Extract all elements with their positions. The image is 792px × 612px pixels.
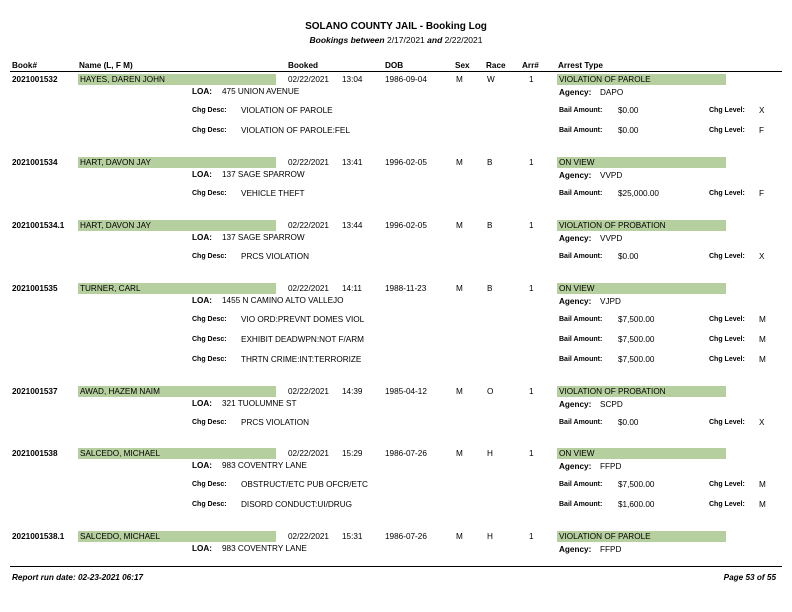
booked-date: 02/22/2021 [288, 532, 329, 541]
booked-time: 13:04 [342, 75, 363, 84]
sex: M [456, 284, 463, 293]
chg-desc-value: PRCS VIOLATION [241, 252, 310, 261]
dob: 1996-02-05 [385, 158, 427, 167]
book-number: 2021001538 [12, 449, 58, 458]
inmate-name: HART, DAVON JAY [80, 158, 151, 167]
chg-level-label: Chg Level: [709, 253, 745, 260]
bail-amount-value: $1,600.00 [618, 500, 655, 509]
agency-label: Agency: [559, 171, 592, 180]
col-arrest-type: Arrest Type [558, 61, 603, 70]
chg-level-value: X [759, 252, 765, 261]
sex: M [456, 449, 463, 458]
loa-label: LOA: [192, 544, 213, 553]
race: B [487, 158, 493, 167]
booked-time: 14:11 [342, 284, 362, 293]
chg-desc-label: Chg Desc: [192, 316, 227, 323]
agency-label: Agency: [559, 545, 592, 554]
dob: 1986-07-26 [385, 449, 427, 458]
chg-level-label: Chg Level: [709, 107, 745, 114]
bail-amount-value: $0.00 [618, 126, 639, 135]
chg-level-value: X [759, 418, 765, 427]
book-number: 2021001534 [12, 158, 58, 167]
inmate-name: HAYES, DAREN JOHN [80, 75, 165, 84]
chg-level-label: Chg Level: [709, 316, 745, 323]
chg-level-label: Chg Level: [709, 356, 745, 363]
arrest-count: 1 [529, 284, 534, 293]
dob: 1985-04-12 [385, 387, 427, 396]
inmate-name: HART, DAVON JAY [80, 221, 151, 230]
arrest-type: ON VIEW [559, 158, 595, 167]
book-number: 2021001532 [12, 75, 58, 84]
chg-desc-value: VIOLATION OF PAROLE:FEL [241, 126, 350, 135]
chg-level-value: M [759, 335, 766, 344]
chg-level-value: F [759, 189, 765, 198]
col-arr: Arr# [522, 61, 539, 70]
loa-label: LOA: [192, 296, 213, 305]
loa-value: 983 COVENTRY LANE [222, 461, 307, 470]
chg-desc-label: Chg Desc: [192, 107, 227, 114]
chg-desc-label: Chg Desc: [192, 419, 227, 426]
arrest-count: 1 [529, 449, 534, 458]
arrest-count: 1 [529, 158, 534, 167]
arrest-type: VIOLATION OF PAROLE [559, 532, 651, 541]
inmate-name: SALCEDO, MICHAEL [80, 532, 161, 541]
agency-value: DAPO [600, 88, 624, 97]
dob: 1986-07-26 [385, 532, 427, 541]
agency-value: FFPD [600, 462, 622, 471]
loa-label: LOA: [192, 399, 213, 408]
loa-label: LOA: [192, 233, 213, 242]
arrest-type: VIOLATION OF PAROLE [559, 75, 651, 84]
booked-date: 02/22/2021 [288, 449, 329, 458]
sex: M [456, 532, 463, 541]
race: W [487, 75, 495, 84]
loa-value: 321 TUOLUMNE ST [222, 399, 297, 408]
report-run-date: Report run date: 02-23-2021 06:17 [12, 573, 144, 582]
bail-amount-value: $7,500.00 [618, 335, 655, 344]
arrest-count: 1 [529, 75, 534, 84]
col-book: Book# [12, 61, 38, 70]
chg-desc-value: EXHIBIT DEADWPN:NOT F/ARM [241, 335, 364, 344]
chg-desc-label: Chg Desc: [192, 127, 227, 134]
page-number: Page 53 of 55 [723, 573, 776, 582]
bail-amount-value: $0.00 [618, 418, 639, 427]
loa-value: 983 COVENTRY LANE [222, 544, 307, 553]
col-name: Name (L, F M) [79, 61, 133, 70]
report-subtitle [0, 35, 792, 45]
race: H [487, 449, 493, 458]
arrest-count: 1 [529, 221, 534, 230]
loa-value: 1455 N CAMINO ALTO VALLEJO [222, 296, 344, 305]
report-title: SOLANO COUNTY JAIL - Booking Log [305, 21, 487, 32]
bail-amount-label: Bail Amount: [559, 481, 603, 488]
agency-value: SCPD [600, 400, 623, 409]
bail-amount-label: Bail Amount: [559, 316, 603, 323]
loa-value: 475 UNION AVENUE [222, 87, 300, 96]
bail-amount-label: Bail Amount: [559, 419, 603, 426]
chg-desc-value: VIOLATION OF PAROLE [241, 106, 333, 115]
agency-value: VJPD [600, 297, 621, 306]
agency-label: Agency: [559, 400, 592, 409]
chg-desc-label: Chg Desc: [192, 356, 227, 363]
dob: 1996-02-05 [385, 221, 427, 230]
dob: 1986-09-04 [385, 75, 427, 84]
chg-level-value: X [759, 106, 765, 115]
end-date: 2/22/2021 [444, 35, 483, 45]
chg-desc-label: Chg Desc: [192, 481, 227, 488]
inmate-name: TURNER, CARL [80, 284, 141, 293]
chg-level-value: M [759, 355, 766, 364]
inmate-name: SALCEDO, MICHAEL [80, 449, 161, 458]
bail-amount-value: $0.00 [618, 106, 639, 115]
chg-desc-value: PRCS VIOLATION [241, 418, 310, 427]
booked-time: 14:39 [342, 387, 363, 396]
agency-label: Agency: [559, 88, 592, 97]
bail-amount-label: Bail Amount: [559, 253, 603, 260]
chg-desc-label: Chg Desc: [192, 336, 227, 343]
sex: M [456, 158, 463, 167]
chg-desc-value: VEHICLE THEFT [241, 189, 305, 198]
book-number: 2021001534.1 [12, 221, 65, 230]
chg-level-value: M [759, 500, 766, 509]
arrest-type: VIOLATION OF PROBATION [559, 387, 666, 396]
bail-amount-value: $25,000.00 [618, 189, 659, 198]
inmate-name: AWAD, HAZEM NAIM [80, 387, 160, 396]
booked-time: 13:44 [342, 221, 363, 230]
race: B [487, 221, 493, 230]
arrest-count: 1 [529, 532, 534, 541]
arrest-type: ON VIEW [559, 449, 595, 458]
loa-value: 137 SAGE SPARROW [222, 233, 305, 242]
book-number: 2021001537 [12, 387, 58, 396]
sex: M [456, 75, 463, 84]
booked-time: 15:29 [342, 449, 363, 458]
bail-amount-value: $7,500.00 [618, 315, 655, 324]
bail-amount-label: Bail Amount: [559, 356, 603, 363]
chg-level-label: Chg Level: [709, 127, 745, 134]
chg-level-label: Chg Level: [709, 501, 745, 508]
col-booked: Booked [288, 61, 319, 70]
arrest-type: VIOLATION OF PROBATION [559, 221, 666, 230]
chg-level-label: Chg Level: [709, 190, 745, 197]
bail-amount-value: $7,500.00 [618, 480, 655, 489]
chg-desc-value: VIO ORD:PREVNT DOMES VIOL [241, 315, 365, 324]
chg-desc-value: OBSTRUCT/ETC PUB OFCR/ETC [241, 480, 368, 489]
bail-amount-label: Bail Amount: [559, 336, 603, 343]
dob: 1988-11-23 [385, 284, 427, 293]
booked-date: 02/22/2021 [288, 221, 329, 230]
book-number: 2021001538.1 [12, 532, 65, 541]
chg-level-label: Chg Level: [709, 481, 745, 488]
race: O [487, 387, 494, 396]
chg-desc-value: DISORD CONDUCT:UI/DRUG [241, 500, 352, 509]
chg-level-value: M [759, 480, 766, 489]
sex: M [456, 387, 463, 396]
col-dob: DOB [385, 61, 404, 70]
agency-label: Agency: [559, 462, 592, 471]
booked-date: 02/22/2021 [288, 284, 329, 293]
booked-time: 15:31 [342, 532, 363, 541]
start-date: 2/17/2021 [386, 35, 425, 45]
bail-amount-label: Bail Amount: [559, 501, 603, 508]
footer-rule [10, 566, 782, 567]
arrest-type: ON VIEW [559, 284, 595, 293]
chg-level-value: M [759, 315, 766, 324]
bail-amount-value: $7,500.00 [618, 355, 655, 364]
loa-value: 137 SAGE SPARROW [222, 170, 305, 179]
booked-date: 02/22/2021 [288, 75, 329, 84]
race: H [487, 532, 493, 541]
booked-date: 02/22/2021 [288, 158, 329, 167]
loa-label: LOA: [192, 461, 213, 470]
subtitle-and: and [427, 35, 443, 45]
booked-date: 02/22/2021 [288, 387, 329, 396]
subtitle-prefix: Bookings between [309, 35, 385, 45]
chg-level-label: Chg Level: [709, 419, 745, 426]
chg-level-label: Chg Level: [709, 336, 745, 343]
bail-amount-value: $0.00 [618, 252, 639, 261]
arrest-count: 1 [529, 387, 534, 396]
race: B [487, 284, 493, 293]
loa-label: LOA: [192, 87, 213, 96]
booked-time: 13:41 [342, 158, 363, 167]
bail-amount-label: Bail Amount: [559, 190, 603, 197]
header-rule [10, 71, 782, 72]
col-sex: Sex [455, 61, 470, 70]
col-race: Race [486, 61, 506, 70]
chg-level-value: F [759, 126, 765, 135]
agency-label: Agency: [559, 297, 592, 306]
bail-amount-label: Bail Amount: [559, 127, 603, 134]
chg-desc-label: Chg Desc: [192, 253, 227, 260]
chg-desc-label: Chg Desc: [192, 190, 227, 197]
agency-value: VVPD [600, 234, 623, 243]
sex: M [456, 221, 463, 230]
loa-label: LOA: [192, 170, 213, 179]
agency-value: VVPD [600, 171, 623, 180]
book-number: 2021001535 [12, 284, 58, 293]
agency-value: FFPD [600, 545, 622, 554]
chg-desc-value: THRTN CRIME:INT:TERRORIZE [241, 355, 362, 364]
bail-amount-label: Bail Amount: [559, 107, 603, 114]
agency-label: Agency: [559, 234, 592, 243]
chg-desc-label: Chg Desc: [192, 501, 227, 508]
